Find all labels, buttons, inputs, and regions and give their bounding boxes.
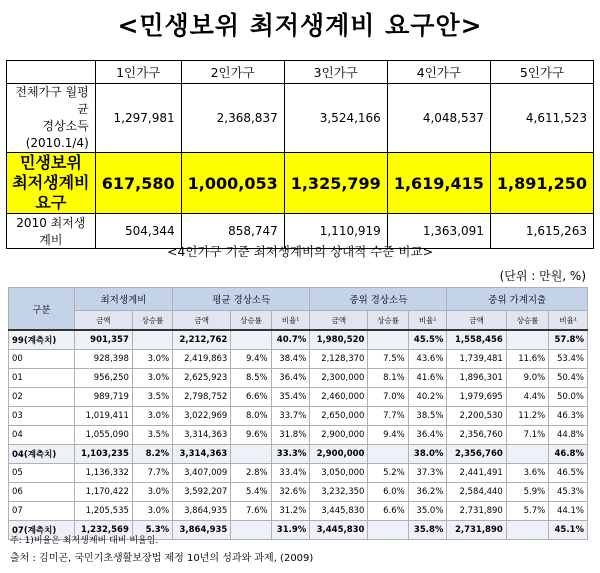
cell: 33.4% — [271, 464, 310, 483]
cell: 4.4% — [506, 388, 548, 407]
cell: 7.7% — [132, 464, 172, 483]
sub-header: 상승률 — [506, 311, 548, 331]
cell: 35.0% — [408, 502, 447, 521]
cell: 38.4% — [271, 350, 310, 369]
header-cell: 2인가구 — [181, 61, 284, 84]
cell: 33.3% — [271, 445, 310, 464]
cell: 3,864,935 — [173, 502, 231, 521]
cell: 8.1% — [368, 369, 408, 388]
cell: 46.5% — [549, 464, 588, 483]
cell: 35.8% — [408, 521, 447, 540]
cell: 3.0% — [132, 502, 172, 521]
row-label: 04 — [9, 426, 75, 445]
cell: 2,731,890 — [447, 521, 506, 540]
cell: 2,584,440 — [447, 483, 506, 502]
cell: 928,398 — [74, 350, 132, 369]
cell: 3,022,969 — [173, 407, 231, 426]
row-label: 04(계측치) — [9, 445, 75, 464]
cell — [368, 445, 408, 464]
cell: 36.4% — [271, 369, 310, 388]
cell: 40.2% — [408, 388, 447, 407]
sub-header: 금액 — [74, 311, 132, 331]
header-cell: 5인가구 — [490, 61, 593, 84]
cell: 3.5% — [132, 426, 172, 445]
header-cell: 4인가구 — [387, 61, 490, 84]
cell: 7.7% — [368, 407, 408, 426]
cell: 8.0% — [231, 407, 271, 426]
cell: 36.4% — [408, 426, 447, 445]
cell — [368, 330, 408, 350]
row-label: 99(계측치) — [9, 330, 75, 350]
cell: 1,619,415 — [387, 153, 490, 214]
cell: 3.0% — [132, 483, 172, 502]
comparison-header-sub — [9, 311, 588, 331]
sub-header: 비율¹ — [408, 311, 447, 331]
cell: 617,580 — [95, 153, 181, 214]
footnote: 주: 1)비율은 최저생계비 대비 비율임. — [10, 536, 159, 546]
cell: 2,300,000 — [310, 369, 368, 388]
cell: 2.8% — [231, 464, 271, 483]
cell: 3,524,166 — [284, 84, 387, 153]
cell: 3,314,363 — [173, 426, 231, 445]
cell — [231, 445, 271, 464]
table-row — [9, 502, 588, 521]
row-label: 01 — [9, 369, 75, 388]
table-row — [9, 350, 588, 369]
cell: 38.5% — [408, 407, 447, 426]
cell: 9.6% — [231, 426, 271, 445]
cell: 3,592,207 — [173, 483, 231, 502]
cell: 9.4% — [231, 350, 271, 369]
cell: 504,344 — [95, 214, 181, 249]
cell: 33.7% — [271, 407, 310, 426]
cell: 44.8% — [549, 426, 588, 445]
comparison-body — [9, 330, 588, 540]
table-row — [9, 407, 588, 426]
sub-header: 금액 — [447, 311, 506, 331]
row-label: 06 — [9, 483, 75, 502]
table-row — [7, 84, 594, 153]
cell: 45.5% — [408, 330, 447, 350]
source-note: 출처 : 김미곤, 국민기초생활보장법 제정 10년의 성과와 과제, (2009) — [10, 553, 314, 564]
cell: 3.6% — [506, 464, 548, 483]
demand-table — [6, 60, 594, 249]
cell: 1,000,053 — [181, 153, 284, 214]
cell: 3,232,350 — [310, 483, 368, 502]
row-label: 민생보위 최저생계비 요구 — [7, 153, 96, 214]
cell: 9.0% — [506, 369, 548, 388]
cell: 3.5% — [132, 388, 172, 407]
cell: 1,055,090 — [74, 426, 132, 445]
cell: 7.5% — [368, 350, 408, 369]
row-label: 02 — [9, 388, 75, 407]
cell: 46.3% — [549, 407, 588, 426]
row-label: 07 — [9, 502, 75, 521]
cell: 57.8% — [549, 330, 588, 350]
cell: 1,170,422 — [74, 483, 132, 502]
cell: 6.6% — [231, 388, 271, 407]
cell: 3,445,830 — [310, 521, 368, 540]
group-header: 중위 가계지출 — [447, 288, 588, 311]
cell: 1,325,799 — [284, 153, 387, 214]
cell — [506, 445, 548, 464]
header-cell: 1인가구 — [95, 61, 181, 84]
table-row — [9, 445, 588, 464]
row-label: 03 — [9, 407, 75, 426]
cell: 1,896,301 — [447, 369, 506, 388]
group-header: 최저생계비 — [74, 288, 172, 311]
cell: 46.8% — [549, 445, 588, 464]
cell: 901,357 — [74, 330, 132, 350]
sub-header: 금액 — [173, 311, 231, 331]
cell: 5.4% — [231, 483, 271, 502]
cell: 5.7% — [506, 502, 548, 521]
cell: 989,719 — [74, 388, 132, 407]
cell: 3,050,000 — [310, 464, 368, 483]
cell: 2,356,760 — [447, 445, 506, 464]
highlight-row — [7, 153, 594, 214]
cell: 32.6% — [271, 483, 310, 502]
table-row — [9, 388, 588, 407]
sub-header: 상승률 — [132, 311, 172, 331]
cell: 7.0% — [368, 388, 408, 407]
table-row — [9, 464, 588, 483]
cell: 8.5% — [231, 369, 271, 388]
cell: 3.0% — [132, 369, 172, 388]
header-cell: 3인가구 — [284, 61, 387, 84]
table-row — [9, 426, 588, 445]
cell: 6.0% — [368, 483, 408, 502]
cell — [231, 330, 271, 350]
cell: 2,368,837 — [181, 84, 284, 153]
cell: 2,419,863 — [173, 350, 231, 369]
cell: 2,441,491 — [447, 464, 506, 483]
cell: 38.0% — [408, 445, 447, 464]
cell: 43.6% — [408, 350, 447, 369]
cell: 5.3% — [132, 521, 172, 540]
cell: 2,356,760 — [447, 426, 506, 445]
cell: 2,200,530 — [447, 407, 506, 426]
cell: 31.2% — [271, 502, 310, 521]
cell: 2,212,762 — [173, 330, 231, 350]
cell: 1,615,263 — [490, 214, 593, 249]
cell — [368, 521, 408, 540]
table-row — [9, 330, 588, 350]
cell: 1,232,569 — [74, 521, 132, 540]
cell: 4,048,537 — [387, 84, 490, 153]
table-row — [9, 369, 588, 388]
comparison-header-groups — [9, 288, 588, 311]
sub-header: 비율¹ — [271, 311, 310, 331]
cell: 5.2% — [368, 464, 408, 483]
cell: 6.6% — [368, 502, 408, 521]
cell: 11.2% — [506, 407, 548, 426]
cell: 2,460,000 — [310, 388, 368, 407]
cell: 36.2% — [408, 483, 447, 502]
cell: 1,019,411 — [74, 407, 132, 426]
cell: 40.7% — [271, 330, 310, 350]
sub-header: 상승률 — [231, 311, 271, 331]
cell: 50.4% — [549, 369, 588, 388]
cell: 11.6% — [506, 350, 548, 369]
cell: 1,103,235 — [74, 445, 132, 464]
cell: 44.1% — [549, 502, 588, 521]
cell: 53.4% — [549, 350, 588, 369]
cell: 1,136,332 — [74, 464, 132, 483]
cell: 3.0% — [132, 350, 172, 369]
group-header: 중위 경상소득 — [310, 288, 447, 311]
cell: 50.0% — [549, 388, 588, 407]
comparison-table — [8, 287, 588, 540]
cell: 2,731,890 — [447, 502, 506, 521]
row-label: 전체가구 월평균 경상소득(2010.1/4) — [7, 84, 96, 153]
cell — [506, 330, 548, 350]
cell: 7.6% — [231, 502, 271, 521]
cell: 37.3% — [408, 464, 447, 483]
sub-header: 비율¹ — [549, 311, 588, 331]
cell: 35.4% — [271, 388, 310, 407]
cell: 3,864,935 — [173, 521, 231, 540]
row-label: 07(계측치) — [9, 521, 75, 540]
cell: 45.3% — [549, 483, 588, 502]
cell: 9.4% — [368, 426, 408, 445]
cell: 1,739,481 — [447, 350, 506, 369]
cell — [506, 521, 548, 540]
cell: 2,650,000 — [310, 407, 368, 426]
group-header: 평균 경상소득 — [173, 288, 310, 311]
cell: 1,891,250 — [490, 153, 593, 214]
cell: 41.6% — [408, 369, 447, 388]
cell: 956,250 — [74, 369, 132, 388]
cell: 1,558,456 — [447, 330, 506, 350]
header-empty — [7, 61, 96, 84]
cell: 4,611,523 — [490, 84, 593, 153]
unit-label: (단위 : 만원, %) — [499, 269, 586, 283]
demand-table-header — [7, 61, 594, 84]
cell: 1,110,919 — [284, 214, 387, 249]
cell: 2,900,000 — [310, 426, 368, 445]
row-label: 2010 최저생계비 — [7, 214, 96, 249]
row-label: 00 — [9, 350, 75, 369]
cell: 2,798,752 — [173, 388, 231, 407]
cell: 3,314,363 — [173, 445, 231, 464]
cell: 5.9% — [506, 483, 548, 502]
cell: 1,297,981 — [95, 84, 181, 153]
cell: 1,363,091 — [387, 214, 490, 249]
cell: 7.1% — [506, 426, 548, 445]
cell: 2,625,923 — [173, 369, 231, 388]
comparison-subtitle: <4인가구 기준 최저생계비의 상대적 수준 비교> — [166, 244, 434, 259]
sub-header: 상승률 — [368, 311, 408, 331]
cell: 1,205,535 — [74, 502, 132, 521]
cell: 31.9% — [271, 521, 310, 540]
sub-header: 금액 — [310, 311, 368, 331]
table-row — [9, 483, 588, 502]
cell: 1,979,695 — [447, 388, 506, 407]
cell: 3.0% — [132, 407, 172, 426]
cell: 8.2% — [132, 445, 172, 464]
page-title: <민생보위 최저생계비 요구안> — [117, 11, 483, 40]
cell: 45.1% — [549, 521, 588, 540]
cell: 1,980,520 — [310, 330, 368, 350]
cell: 858,747 — [181, 214, 284, 249]
cell: 3,445,830 — [310, 502, 368, 521]
cell: 3,407,009 — [173, 464, 231, 483]
cell: 2,128,370 — [310, 350, 368, 369]
group-col-header: 구분 — [9, 288, 75, 331]
cell: 2,900,000 — [310, 445, 368, 464]
cell — [231, 521, 271, 540]
cell: 31.8% — [271, 426, 310, 445]
cell — [132, 330, 172, 350]
row-label: 05 — [9, 464, 75, 483]
